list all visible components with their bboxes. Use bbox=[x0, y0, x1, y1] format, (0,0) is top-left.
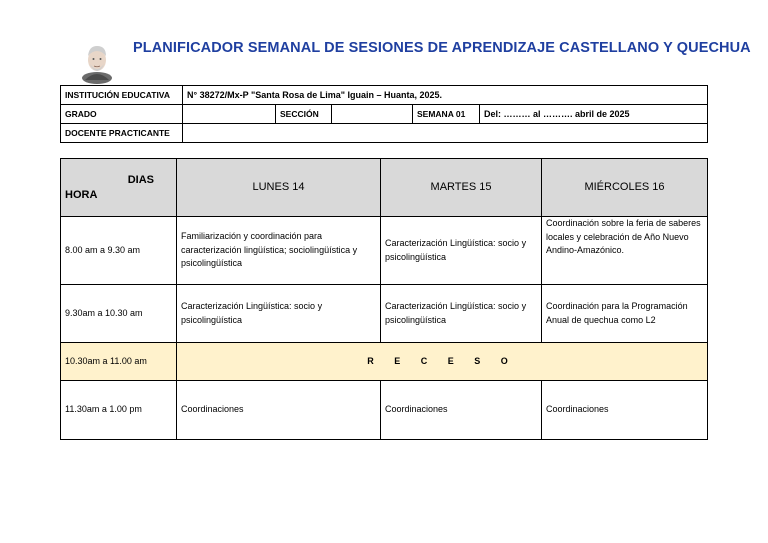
corner-cell bbox=[61, 159, 177, 217]
receso-cell: R E C E S O bbox=[177, 343, 708, 381]
info-table bbox=[60, 85, 708, 143]
docente-label: DOCENTE PRACTICANTE bbox=[61, 124, 183, 143]
session-cell: Coordinaciones bbox=[381, 381, 542, 440]
docente-row bbox=[61, 124, 708, 143]
docente-value bbox=[183, 124, 708, 143]
semana-value: Del: ……… al ………. abril de 2025 bbox=[480, 105, 708, 124]
session-cell: Coordinaciones bbox=[542, 381, 708, 440]
schedule-table bbox=[60, 158, 708, 440]
grado-label: GRADO bbox=[61, 105, 183, 124]
seccion-label: SECCIÓN bbox=[276, 105, 332, 124]
institucion-row bbox=[61, 86, 708, 105]
grado-row bbox=[61, 105, 708, 124]
seccion-value bbox=[332, 105, 413, 124]
table-row bbox=[61, 217, 708, 285]
session-cell: Caracterización Lingüística: socio y psicolingüística bbox=[177, 285, 381, 343]
session-cell: Coordinación para la Programación Anual de quechua como L2 bbox=[542, 285, 708, 343]
day-header: MIÉRCOLES 16 bbox=[542, 159, 708, 217]
schedule-header-row bbox=[61, 159, 708, 217]
table-row bbox=[61, 285, 708, 343]
session-cell: Caracterización Lingüística: socio y psicolingüística bbox=[381, 285, 542, 343]
receso-row bbox=[61, 343, 708, 381]
day-header: MARTES 15 bbox=[381, 159, 542, 217]
time-cell: 10.30am a 11.00 am bbox=[61, 343, 177, 381]
time-cell: 11.30am a 1.00 pm bbox=[61, 381, 177, 440]
page-title: PLANIFICADOR SEMANAL DE SESIONES DE APRENDIZAJE CASTELLANO Y QUECHUA bbox=[133, 40, 751, 56]
table-row bbox=[61, 381, 708, 440]
grado-value bbox=[183, 105, 276, 124]
institucion-label: INSTITUCIÓN EDUCATIVA bbox=[61, 86, 183, 105]
dias-label: DIAS bbox=[127, 174, 154, 186]
session-cell: Coordinación sobre la feria de saberes locales y celebración de Año Nuevo Andino-Amazónico. bbox=[542, 217, 708, 285]
session-cell: Coordinaciones bbox=[177, 381, 381, 440]
session-cell: Familiarización y coordinación para caracterización lingüística; sociolingüística y psicolingüística bbox=[177, 217, 381, 285]
institucion-value: N° 38272/Mx-P "Santa Rosa de Lima" Iguain – Huanta, 2025. bbox=[183, 86, 708, 105]
day-header: LUNES 14 bbox=[177, 159, 381, 217]
time-cell: 9.30am a 10.30 am bbox=[61, 285, 177, 343]
portrait-logo bbox=[80, 42, 114, 84]
semana-label: SEMANA 01 bbox=[413, 105, 480, 124]
time-cell: 8.00 am a 9.30 am bbox=[61, 217, 177, 285]
session-cell: Caracterización Lingüística: socio y psicolingüística bbox=[381, 217, 542, 285]
hora-label: HORA bbox=[65, 189, 98, 201]
